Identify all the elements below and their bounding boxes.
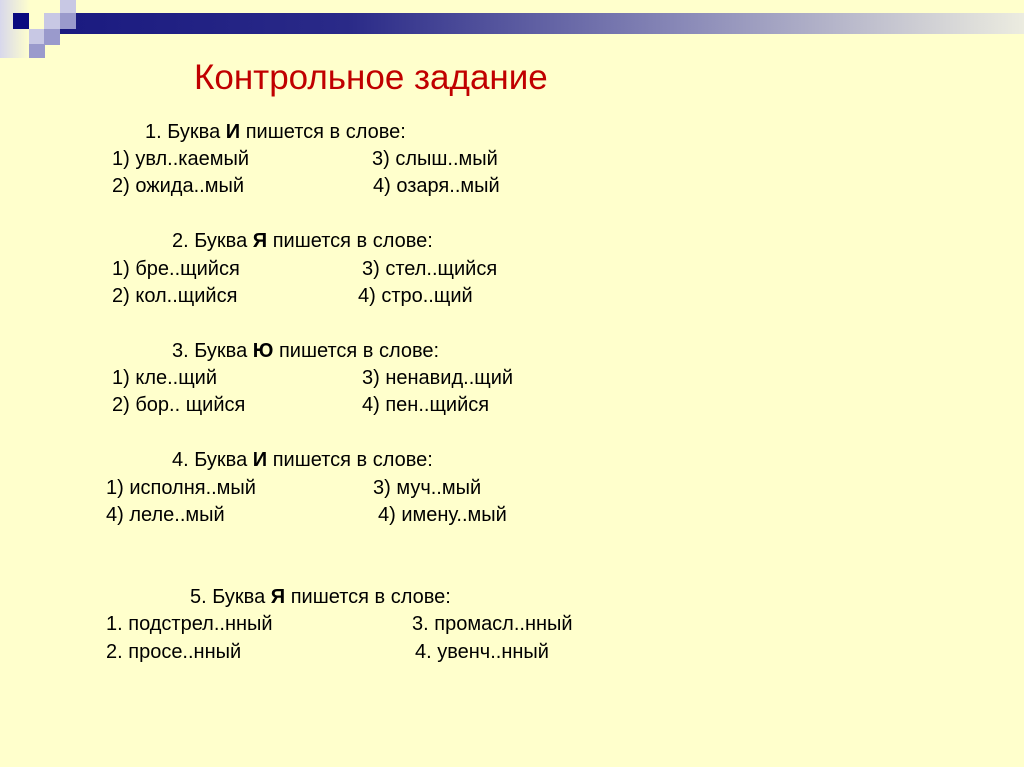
option: 4) пен..щийся bbox=[362, 394, 490, 416]
task-heading: 3. Буква Ю пишется в слове: bbox=[172, 340, 440, 362]
header-bar bbox=[58, 13, 1024, 34]
option: 1) кле..щий bbox=[112, 367, 218, 389]
option: 4) имену..мый bbox=[378, 504, 507, 526]
option: 2) бор.. щийся bbox=[112, 394, 246, 416]
option: 2) ожида..мый bbox=[112, 175, 244, 197]
option: 4) озаря..мый bbox=[373, 175, 500, 197]
decor-square bbox=[0, 0, 30, 58]
option: 2. просе..нный bbox=[106, 641, 242, 663]
task-heading: 4. Буква И пишется в слове: bbox=[172, 449, 433, 471]
slide-title: Контрольное задание bbox=[194, 58, 548, 97]
option: 3) слыш..мый bbox=[372, 148, 498, 170]
decor-square bbox=[44, 29, 60, 45]
option: 3. промасл..нный bbox=[412, 613, 573, 635]
option: 3) стел..щийся bbox=[362, 258, 498, 280]
option: 1) бре..щийся bbox=[112, 258, 240, 280]
option: 2) кол..щийся bbox=[112, 285, 238, 307]
task-heading: 5. Буква Я пишется в слове: bbox=[190, 586, 451, 608]
task-heading: 1. Буква И пишется в слове: bbox=[145, 121, 406, 143]
option: 3) муч..мый bbox=[373, 477, 482, 499]
decor-square bbox=[13, 13, 29, 29]
option: 4) леле..мый bbox=[106, 504, 225, 526]
decor-square bbox=[44, 13, 60, 29]
option: 1) увл..каемый bbox=[112, 148, 250, 170]
option: 4. увенч..нный bbox=[415, 641, 549, 663]
option: 3) ненавид..щий bbox=[362, 367, 514, 389]
decor-square bbox=[29, 29, 45, 45]
decor-square bbox=[60, 13, 76, 29]
option: 1. подстрел..нный bbox=[106, 613, 273, 635]
task-heading: 2. Буква Я пишется в слове: bbox=[172, 230, 433, 252]
option: 1) исполня..мый bbox=[106, 477, 256, 499]
option: 4) стро..щий bbox=[358, 285, 473, 307]
decor-square bbox=[29, 44, 45, 58]
